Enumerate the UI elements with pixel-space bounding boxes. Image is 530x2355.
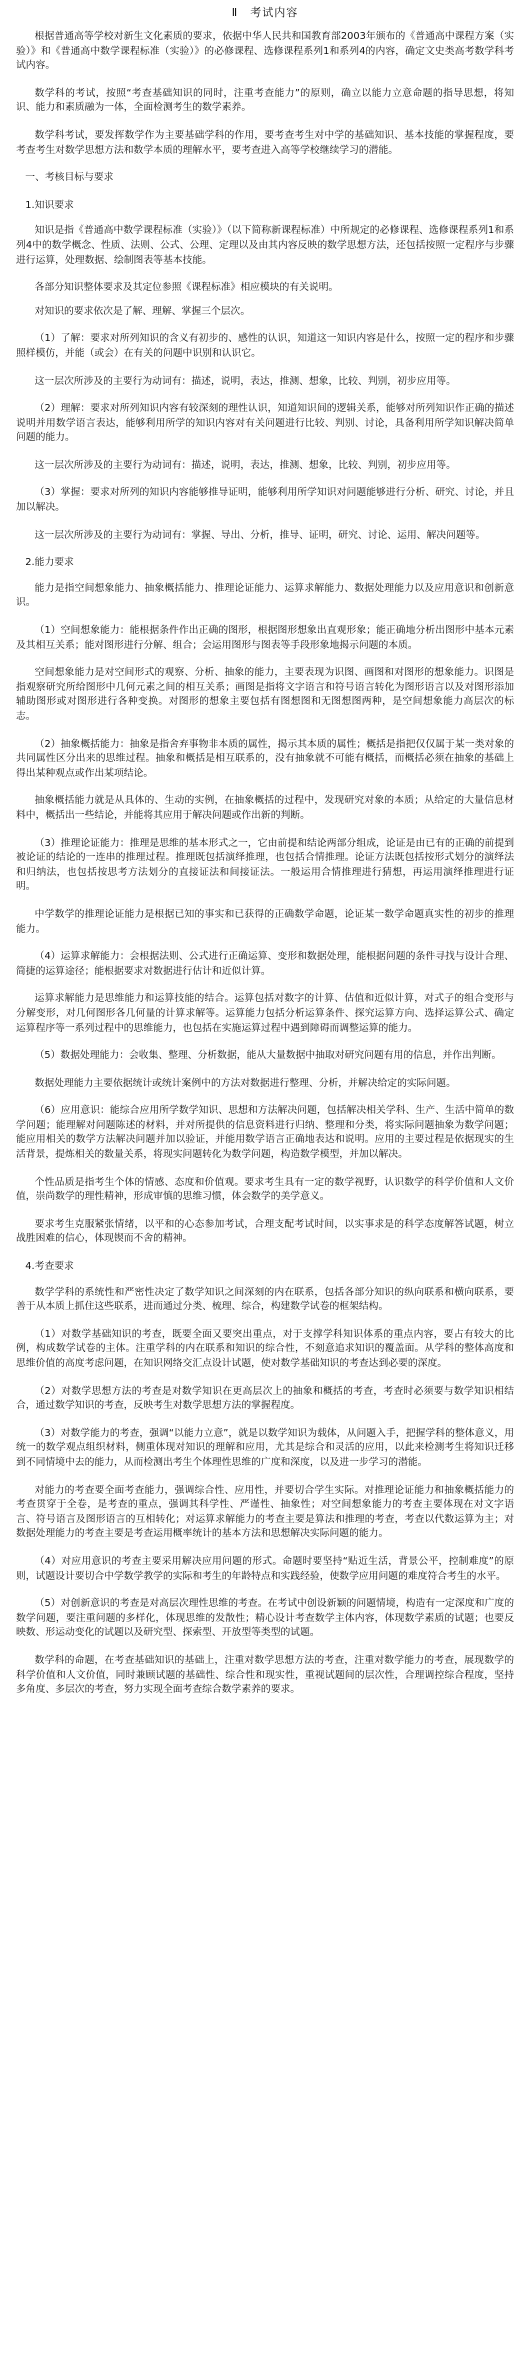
paragraph-intro-3: 数学科考试，要发挥数学作为主要基础学科的作用，要考查考生对中学的基础知识、基本技能的掌握程度，要考查考生对数学思想方法和数学本质的理解水平，要考查进入高等学校继续学习的潜能。 xyxy=(16,129,514,156)
paragraph-spatial-detail: 空间想象能力是对空间形式的观察、分析、抽象的能力，主要表现为识图、画图和对图形的想象能力。识图是指观察研究所给图形中几何元素之间的相互关系；画图是指将文字语言和符号语言转化为图形语言以及对图形添加辅助图形或对图形进行各种变换。对图形的想象主要包括有图想图和无图想图两种，是空间想象能力高层次的标志。 xyxy=(16,667,514,722)
paragraph-assessment-3-detail: 对能力的考查要全面考查能力，强调综合性、应用性，并要切合学生实际。对推理论证能力和抽象概括能力的考查贯穿于全卷，是考查的重点，强调其科学性、严谨性、抽象性；对空间想象能力的考查主要体现在对文字语言、符号语言及图形语言的互相转化；对运算求解能力的考查主要是算法和推理的考查，考查以代数运算为主；对数据处理能力的考查主要是考查运用概率统计的基本方法和思想解决实际问题的能力。 xyxy=(16,1484,514,1540)
paragraph-conclusion: 数学科的命题，在考查基础知识的基础上，注重对数学思想方法的考查，注重对数学能力的考查，展现数学的科学价值和人文价值，同时兼顾试题的基础性、综合性和现实性，重视试题间的层次性，合理调控综合程度，坚持多角度、多层次的考查，努力实现全面考查综合数学素养的要求。 xyxy=(16,1654,514,1696)
paragraph-reasoning-detail: 中学数学的推理论证能力是根据已知的事实和已获得的正确数学命题，论证某一数学命题真实性的初步的推理能力。 xyxy=(16,908,514,935)
paragraph-computation-detail: 运算求解能力是思维能力和运算技能的结合。运算包括对数字的计算、估值和近似计算，对式子的组合变形与分解变形，对几何图形各几何量的计算求解等。运算能力包括分析运算条件、探究运算方向、选择运算公式、确定运算程序等一系列过程中的思维能力，也包括在实施运算过程中遇到障碍而调整运算的能力。 xyxy=(16,993,514,1034)
paragraph-level-understand: （2）理解：要求对所列知识内容有较深刻的理性认识，知道知识间的逻辑关系，能够对所列知识作正确的描述说明并用数学语言表达，能够利用所学的知识内容对有关问题进行比较、判别、讨论，具备利用所学知识解决简单问题的能力。 xyxy=(16,403,514,444)
paragraph-abilities-def: 能力是指空间想象能力、抽象概括能力、推理论证能力、运算求解能力、数据处理能力以及应用意识和创新意识。 xyxy=(16,582,514,609)
paragraph-level-verbs-2: 这一层次所涉及的主要行为动词有：描述，说明，表达，推测、想象，比较、判别，初步应用等。 xyxy=(34,459,456,471)
paragraph-assessment-5: （5）对创新意识的考查是对高层次理性思维的考查。在考试中创设新颖的问题情境，构造有一定深度和广度的数学问题，要注重问题的多样化，体现思维的发散性；精心设计考查数学主体内容，体现数学素质的试题；也要反映数、形运动变化的试题以及研究型、探索型、开放型等类型的试题。 xyxy=(16,1598,514,1639)
paragraph-application-ability: （6）应用意识：能综合应用所学数学知识、思想和方法解决问题，包括解决相关学科、生产、生活中简单的数学问题；能理解对问题陈述的材料，并对所提供的信息资料进行归纳、整理和分类，将实际问题抽象为数学问题；能应用相关的数学方法解决问题并加以验证，并能用数学语言正确地表达和说明。应用的主要过程是依据现实的生活背景，提炼相关的数量关系，将现实问题转化为数学问题，构造数学模型，并加以解决。 xyxy=(16,1105,514,1161)
paragraph-intro-2: 数学科的考试，按照“考查基础知识的同时，注重考查能力”的原则，确立以能力立意命题的指导思想，将知识、能力和素质融为一体，全面检测考生的数学素养。 xyxy=(16,87,514,114)
paragraph-data-ability: （5）数据处理能力：会收集、整理、分析数据，能从大量数据中抽取对研究问题有用的信息，并作出判断。 xyxy=(34,1050,502,1062)
subheading-knowledge: 1.知识要求 xyxy=(25,199,74,211)
paragraph-level-verbs-3: 这一层次所涉及的主要行为动词有：掌握、导出、分析，推导、证明，研究、讨论、运用、解决问题等。 xyxy=(34,529,486,541)
paragraph-level-understand-basic: （1）了解：要求对所列知识的含义有初步的、感性的认识，知道这一知识内容是什么，按照一定的程序和步骤照样模仿，并能（或会）在有关的问题中识别和认识它。 xyxy=(16,333,514,359)
subheading-assessment: 4.考查要求 xyxy=(25,1261,74,1273)
paragraph-intro-1: 根据普通高等学校对新生文化素质的要求，依据中华人民共和国教育部2003年颁布的《普通高中课程方案（实验）》和《普通高中数学课程标准（实验）》的必修课程、选修课程系列1和系列4的内容，确定文史类高考数学科考试内容。 xyxy=(16,31,514,72)
paragraph-knowledge-levels: 对知识的要求依次是了解、理解、掌握三个层次。 xyxy=(34,305,251,317)
paragraph-assessment-3: （3）对数学能力的考查，强调“以能力立意”，就是以数学知识为载体，从问题入手，把握学科的整体意义，用统一的数学观点组织材料，侧重体现对知识的理解和应用，尤其是综合和灵活的应用，以此来检测考生将知识迁移到不同情境中去的能力，从而检测出考生个体理性思维的广度和深度，以及进一步学习的潜能。 xyxy=(16,1427,514,1468)
paragraph-assessment-1: （1）对数学基础知识的考查，既要全面又要突出重点，对于支撑学科知识体系的重点内容，要占有较大的比例，构成数学试卷的主体。注重学科的内在联系和知识的综合性，不刻意追求知识的覆盖面。从学科的整体高度和思维价值的高度考虑问题，在知识网络交汇点设计试题，使对数学基础知识的考查达到必要的深度。 xyxy=(16,1328,514,1369)
paragraph-personality: 个性品质是指考生个体的情感、态度和价值观。要求考生具有一定的数学视野，认识数学的科学价值和人文价值，崇尚数学的理性精神，形成审慎的思维习惯，体会数学的美学意义。 xyxy=(16,1176,514,1203)
paragraph-data-detail: 数据处理能力主要依据统计或统计案例中的方法对数据进行整理、分析，并解决给定的实际问题。 xyxy=(34,1077,456,1089)
paragraph-assessment-intro: 数学学科的系统性和严密性决定了数学知识之间深刻的内在联系，包括各部分知识的纵向联系和横向联系，要善于从本质上抓住这些联系，进而通过分类、梳理、综合，构建数学试卷的框架结构。 xyxy=(16,1286,514,1313)
subheading-abilities: 2.能力要求 xyxy=(25,557,74,569)
paragraph-computation-ability: （4）运算求解能力：会根据法则、公式进行正确运算、变形和数据处理，能根据问题的条件寻找与设计合理、简捷的运算途径；能根据要求对数据进行估计和近似计算。 xyxy=(16,951,514,977)
paragraph-abstraction-detail: 抽象概括能力就是从具体的、生动的实例，在抽象概括的过程中，发现研究对象的本质；从给定的大量信息材料中，概括出一些结论，并能将其应用于解决问题或作出新的判断。 xyxy=(16,795,514,821)
paragraph-abstraction-ability: （2）抽象概括能力：抽象是指舍弃事物非本质的属性，揭示其本质的属性；概括是指把仅仅属于某一类对象的共同属性区分出来的思维过程。抽象和概括是相互联系的，没有抽象就不可能有概括，而概括必须在抽象的基础上得出某种观点或作出某项结论。 xyxy=(16,738,514,779)
paragraph-level-master: （3）掌握：要求对所列的知识内容能够推导证明，能够利用所学知识对问题能够进行分析、研究、讨论，并且加以解决。 xyxy=(16,487,514,514)
paragraph-level-verbs-1: 这一层次所涉及的主要行为动词有：描述，说明，表达，推测、想象，比较、判别，初步应用等。 xyxy=(34,375,456,387)
paragraph-reasoning-ability: （3）推理论证能力：推理是思维的基本形式之一，它由前提和结论两部分组成，论证是由已有的正确的前提到被论证的结论的一连串的推理过程。推理既包括演绎推理，也包括合情推理。论证方法既包括按形式划分的演绎法和归纳法，也包括按思考方法划分的直接证法和间接证法。一般运用合情推理进行猜想，再运用演绎推理进行证明。 xyxy=(16,837,514,893)
paragraph-exam-attitude: 要求考生克服紧张情绪，以平和的心态参加考试，合理支配考试时间，以实事求是的科学态度解答试题，树立战胜困难的信心，体现锲而不舍的精神。 xyxy=(16,1218,514,1245)
paragraph-knowledge-def: 知识是指《普通高中数学课程标准（实验）》（以下简称新课程标准）中所规定的必修课程、选修课程系列1和系列4中的数学概念、性质、法则、公式、公理、定理以及由其内容反映的数学思想方法，还包括按照一定程序与步骤进行运算，处理数据、绘制图表等基本技能。 xyxy=(16,225,514,266)
paragraph-assessment-2: （2）对数学思想方法的考查是对数学知识在更高层次上的抽象和概括的考查，考查时必须要与数学知识相结合，通过数学知识的考查，反映考生对数学思想方法的掌握程度。 xyxy=(16,1385,514,1412)
page-title: Ⅱ 考试内容 xyxy=(231,6,299,19)
paragraph-assessment-4: （4）对应用意识的考查主要采用解决应用问题的形式。命题时要坚持“贴近生活，背景公平，控制难度”的原则，试题设计要切合中学数学教学的实际和考生的年龄特点和实践经验，使数学应用问题的难度符合考生的水平。 xyxy=(16,1555,514,1582)
section-heading-objectives: 一、考核目标与要求 xyxy=(25,172,114,184)
paragraph-knowledge-ref: 各部分知识整体要求及其定位参照《课程标准》相应模块的有关说明。 xyxy=(34,282,339,294)
paragraph-spatial-ability: （1）空间想象能力：能根据条件作出正确的图形，根据图形想象出直观形象；能正确地分析出图形中基本元素及其相互关系；能对图形进行分解、组合；会运用图形与图表等手段形象地揭示问题的本质。 xyxy=(16,625,514,651)
